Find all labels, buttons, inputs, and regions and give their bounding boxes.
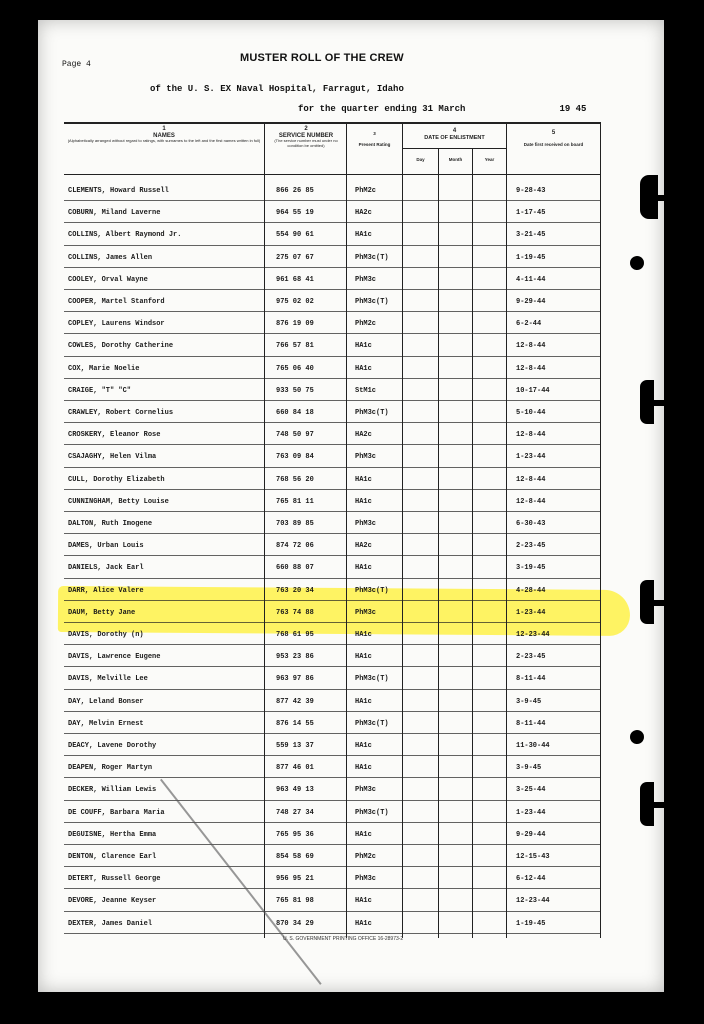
date-received: 3-9-45 — [516, 697, 542, 706]
present-rating: HA1c — [355, 742, 372, 750]
date-received: 12-23-44 — [516, 897, 550, 906]
row-rule — [64, 866, 600, 867]
date-received: 6-12-44 — [516, 875, 546, 884]
present-rating: HA1c — [355, 830, 372, 839]
binder-hook-top-arm — [640, 195, 666, 201]
service-number: 964 55 19 — [276, 209, 314, 218]
crew-name: DEACY, Lavene Dorothy — [68, 742, 157, 750]
crew-name: CSAJAGHY, Helen Vilma — [68, 453, 157, 462]
row-rule — [64, 467, 600, 468]
crew-name: COPLEY, Laurens Windsor — [68, 320, 165, 329]
date-received: 1-23-44 — [516, 808, 546, 817]
service-number: 765 06 40 — [276, 364, 314, 373]
present-rating: HA1c — [355, 919, 372, 928]
crew-name: DETERT, Russell George — [68, 875, 161, 884]
date-received: 1-23-44 — [516, 453, 546, 462]
service-number: 961 68 41 — [276, 275, 314, 284]
crew-name: CROSKERY, Eleanor Rose — [68, 431, 161, 440]
row-rule — [64, 933, 600, 934]
row-rule — [64, 911, 600, 912]
present-rating: HA2c — [355, 542, 372, 551]
date-received: 8-11-44 — [516, 675, 546, 684]
date-received: 1-19-45 — [516, 919, 546, 928]
row-rule — [64, 711, 600, 712]
row-rule — [64, 245, 600, 246]
col-service-heading: 2 SERVICE NUMBER (The service number must under no condition be omitted) — [274, 126, 338, 148]
row-rule — [64, 822, 600, 823]
date-received: 12-8-44 — [516, 364, 546, 373]
date-received: 3-21-45 — [516, 231, 546, 240]
row-rule — [64, 622, 600, 623]
present-rating: HA1c — [355, 342, 372, 351]
row-rule — [64, 533, 600, 534]
row-rule — [64, 267, 600, 268]
date-received: 11-30-44 — [516, 742, 550, 750]
crew-name: COBURN, Miland Laverne — [68, 209, 161, 218]
date-received: 3-25-44 — [516, 786, 546, 795]
date-received: 9-28-43 — [516, 187, 546, 195]
row-rule — [64, 800, 600, 801]
binder-hook-lower-arm — [640, 600, 666, 606]
date-received: 9-29-44 — [516, 298, 546, 306]
service-number: 748 50 97 — [276, 431, 314, 440]
unit-line: of the U. S. EX Naval Hospital, Farragut, Idaho — [150, 84, 404, 94]
service-number: 768 56 20 — [276, 475, 314, 484]
present-rating: PhM2c — [355, 320, 377, 329]
present-rating: PhM3c — [355, 875, 377, 884]
present-rating: PhM3c(T) — [355, 409, 389, 417]
date-received: 3-19-45 — [516, 564, 546, 573]
service-number: 956 95 21 — [276, 875, 314, 884]
date-received: 12-8-44 — [516, 342, 546, 351]
date-received: 6-2-44 — [516, 320, 542, 329]
date-received: 3-9-45 — [516, 764, 542, 773]
service-number: 559 13 37 — [276, 742, 314, 750]
col-enlistment-heading: 4 DATE OF ENLISTMENT — [424, 128, 485, 141]
row-rule — [64, 489, 600, 490]
service-number: 768 61 95 — [276, 631, 314, 639]
present-rating: PhM3c — [355, 520, 377, 528]
row-rule — [64, 378, 600, 379]
date-received: 12-8-44 — [516, 497, 546, 506]
crew-name: DAVIS, Melville Lee — [68, 675, 148, 684]
date-received: 8-11-44 — [516, 719, 546, 728]
row-rule — [64, 644, 600, 645]
crew-name: COOLEY, Orval Wayne — [68, 275, 148, 284]
col-month-heading: Month — [448, 157, 463, 162]
binder-hook-mid-arm — [640, 400, 666, 406]
crew-name: COLLINS, Albert Raymond Jr. — [68, 231, 182, 240]
service-number: 963 49 13 — [276, 786, 314, 795]
col-rule-5 — [600, 122, 601, 938]
present-rating: PhM3c(T) — [355, 675, 389, 684]
date-received: 6-30-43 — [516, 520, 546, 528]
present-rating: PhM2c — [355, 853, 377, 861]
present-rating: PhM3c — [355, 453, 377, 462]
row-rule — [64, 400, 600, 401]
row-rule — [64, 289, 600, 290]
crew-name: CRAIGE, "T" "C" — [68, 386, 132, 395]
crew-name: COWLES, Dorothy Catherine — [68, 342, 174, 351]
binder-hole — [630, 256, 644, 270]
crew-name: DARR, Alice Valere — [68, 586, 144, 595]
present-rating: PhM3c — [355, 786, 377, 795]
crew-name: DEGUISNE, Hertha Emma — [68, 830, 157, 839]
service-number: 765 81 98 — [276, 897, 314, 906]
present-rating: PhM3c(T) — [355, 253, 389, 262]
date-received: 1-17-45 — [516, 209, 546, 218]
service-number: 763 09 84 — [276, 453, 314, 462]
present-rating: HA1c — [355, 475, 372, 484]
row-rule — [64, 578, 600, 579]
row-rule — [64, 689, 600, 690]
service-number: 877 42 39 — [276, 697, 314, 706]
date-received: 5-10-44 — [516, 409, 546, 417]
present-rating: PhM3c — [355, 275, 377, 284]
row-rule — [64, 511, 600, 512]
binder-hole-lower — [630, 730, 644, 744]
service-number: 876 19 09 — [276, 320, 314, 329]
crew-name: DENTON, Clarence Earl — [68, 853, 157, 861]
crew-name: DE COUFF, Barbara Maria — [68, 808, 165, 817]
service-number: 765 95 36 — [276, 830, 314, 839]
page-number: Page 4 — [62, 60, 91, 69]
service-number: 866 26 85 — [276, 187, 314, 195]
service-number: 854 58 69 — [276, 853, 314, 861]
row-rule — [64, 755, 600, 756]
crew-name: DEAPEN, Roger Martyn — [68, 764, 153, 773]
service-number: 876 14 55 — [276, 719, 314, 728]
present-rating: PhM3c(T) — [355, 586, 389, 595]
row-rule — [64, 333, 600, 334]
present-rating: HA2c — [355, 209, 372, 218]
crew-name: DECKER, William Lewis — [68, 786, 157, 795]
service-number: 975 02 02 — [276, 298, 314, 306]
service-number: 763 20 34 — [276, 586, 314, 595]
row-rule — [64, 311, 600, 312]
col-names-heading: 1 NAMES (Alphabetically arranged without regard to ratings, with surnames to the left and the first names written in full) — [67, 126, 261, 144]
date-received: 12-15-43 — [516, 853, 550, 861]
crew-name: DEVORE, Jeanne Keyser — [68, 897, 157, 906]
header-rule-bottom — [64, 174, 600, 175]
printing-office-footer: U. S. GOVERNMENT PRINTING OFFICE 16-28973-2 — [283, 936, 404, 942]
row-rule — [64, 844, 600, 845]
row-rule — [64, 888, 600, 889]
crew-name: DAY, Leland Bonser — [68, 697, 144, 706]
col-rating-heading: 3 Present Rating — [358, 131, 391, 147]
row-rule — [64, 733, 600, 734]
date-received: 9-29-44 — [516, 830, 546, 839]
crew-name: DALTON, Ruth Imogene — [68, 520, 153, 528]
service-number: 874 72 06 — [276, 542, 314, 551]
row-rule — [64, 600, 600, 601]
present-rating: HA1c — [355, 364, 372, 373]
service-number: 748 27 34 — [276, 808, 314, 817]
crew-name: DAMES, Urban Louis — [68, 542, 144, 551]
row-rule — [64, 555, 600, 556]
present-rating: PhM3c(T) — [355, 298, 389, 306]
crew-name: DAUM, Betty Jane — [68, 608, 136, 617]
row-rule — [64, 356, 600, 357]
crew-name: CLEMENTS, Howard Russell — [68, 187, 169, 195]
col-day-heading: Day — [416, 157, 425, 162]
service-number: 953 23 86 — [276, 653, 314, 662]
crew-name: DEXTER, James Daniel — [68, 919, 153, 928]
present-rating: HA2c — [355, 431, 372, 440]
service-number: 660 88 07 — [276, 564, 314, 573]
present-rating: PhM3c — [355, 608, 377, 617]
date-received: 2-23-45 — [516, 653, 546, 662]
present-rating: HA1c — [355, 697, 372, 706]
crew-name: CUNNINGHAM, Betty Louise — [68, 497, 169, 506]
service-number: 703 89 85 — [276, 520, 314, 528]
quarter-line: for the quarter ending 31 March 19 45 — [298, 104, 587, 114]
present-rating: HA1c — [355, 653, 372, 662]
service-number: 766 57 81 — [276, 342, 314, 351]
crew-name: CRAWLEY, Robert Cornelius — [68, 409, 174, 417]
col-year-heading: Year — [484, 157, 495, 162]
service-number: 933 50 75 — [276, 386, 314, 395]
present-rating: HA1c — [355, 764, 372, 773]
service-number: 660 84 18 — [276, 409, 314, 417]
present-rating: HA1c — [355, 564, 372, 573]
document-title: MUSTER ROLL OF THE CREW — [240, 52, 404, 64]
service-number: 963 97 86 — [276, 675, 314, 684]
row-rule — [64, 666, 600, 667]
date-received: 1-23-44 — [516, 608, 546, 617]
binder-hook-bottom-arm — [640, 802, 666, 808]
row-rule — [64, 444, 600, 445]
service-number: 765 81 11 — [276, 497, 314, 506]
row-rule — [64, 222, 600, 223]
enlistment-subrule — [402, 148, 506, 149]
row-rule — [64, 200, 600, 201]
present-rating: PhM3c(T) — [355, 719, 389, 728]
service-number: 870 34 29 — [276, 919, 314, 928]
present-rating: HA1c — [355, 631, 372, 639]
crew-name: DAVIS, Dorothy (n) — [68, 631, 144, 639]
date-received: 2-23-45 — [516, 542, 546, 551]
present-rating: PhM3c(T) — [355, 808, 389, 817]
crew-name: DAY, Melvin Ernest — [68, 719, 144, 728]
present-rating: HA1c — [355, 231, 372, 240]
crew-name: DAVIS, Lawrence Eugene — [68, 653, 161, 662]
row-rule — [64, 777, 600, 778]
crew-name: COOPER, Martel Stanford — [68, 298, 165, 306]
service-number: 275 07 67 — [276, 253, 314, 262]
date-received: 1-19-45 — [516, 253, 546, 262]
col-received-heading: 5 Date first received on board — [523, 130, 584, 147]
date-received: 4-28-44 — [516, 586, 546, 595]
date-received: 12-8-44 — [516, 475, 546, 484]
row-rule — [64, 422, 600, 423]
date-received: 12-8-44 — [516, 431, 546, 440]
service-number: 554 90 61 — [276, 231, 314, 240]
present-rating: StM1c — [355, 386, 377, 395]
present-rating: HA1c — [355, 497, 372, 506]
crew-name: DANIELS, Jack Earl — [68, 564, 144, 573]
service-number: 763 74 88 — [276, 608, 314, 617]
date-received: 4-11-44 — [516, 275, 546, 284]
service-number: 877 46 01 — [276, 764, 314, 773]
crew-name: COLLINS, James Allen — [68, 253, 153, 262]
crew-name: COX, Marie Noelie — [68, 364, 140, 373]
present-rating: PhM2c — [355, 187, 377, 195]
crew-name: CULL, Dorothy Elizabeth — [68, 475, 165, 484]
date-received: 12-23-44 — [516, 631, 550, 639]
date-received: 10-17-44 — [516, 386, 550, 395]
header-rule-top — [64, 122, 600, 124]
present-rating: HA1c — [355, 897, 372, 906]
